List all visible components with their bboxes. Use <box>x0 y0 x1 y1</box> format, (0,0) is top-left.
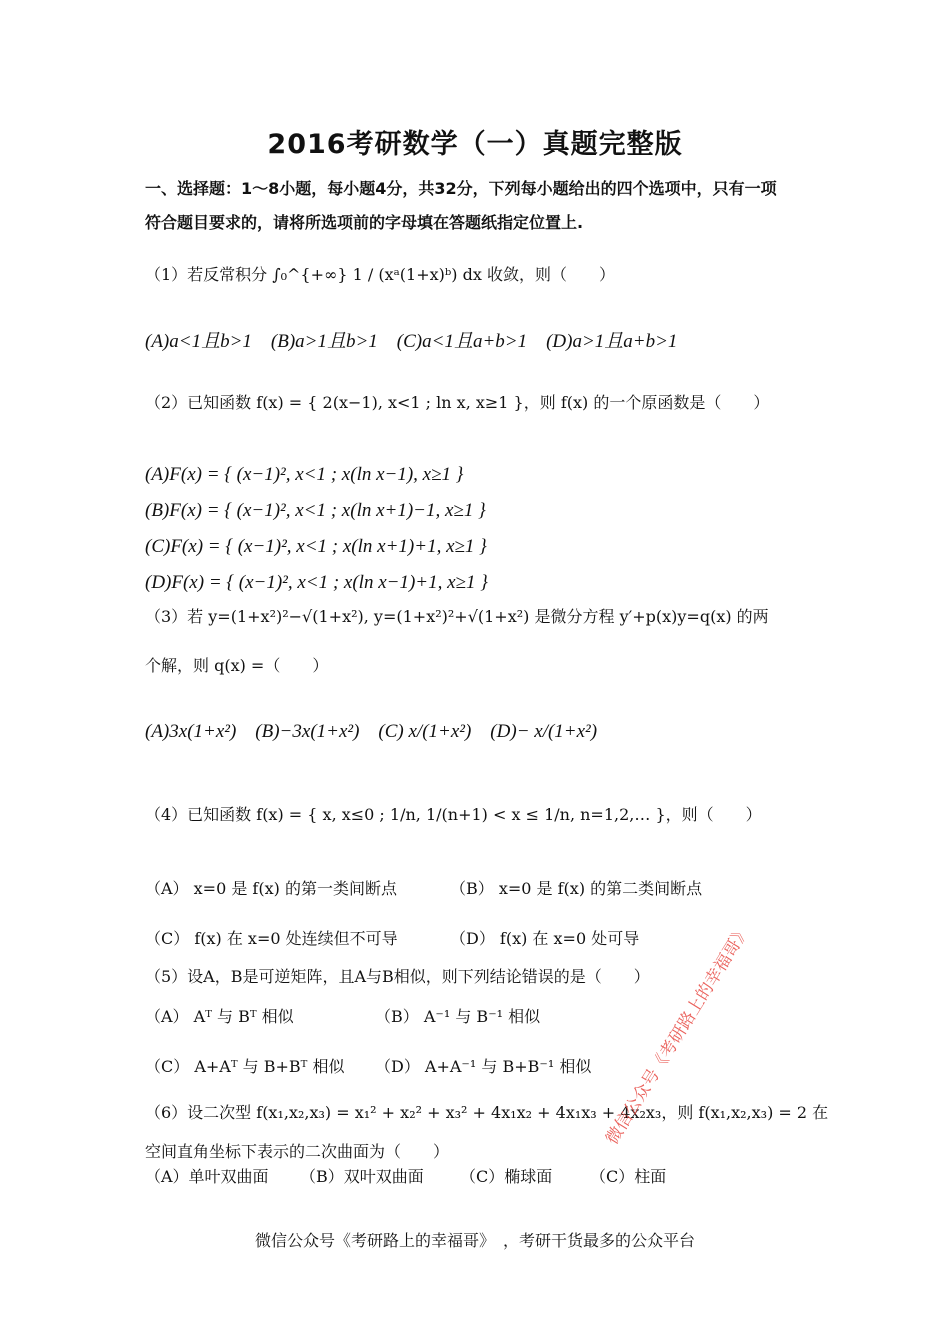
question-6-line1: （6）设二次型 f(x₁,x₂,x₃) = x₁² + x₂² + x₃² + 4x₁x₂ + 4x₁x₃ + 4x₂x₃，则 f(x₁,x₂,x₃) = 2 在 <box>145 1103 829 1122</box>
question-2-option-c: (C)F(x) = { (x−1)², x<1 ; x(ln x+1)+1, x≥1 } <box>145 536 487 557</box>
question-2-stem: （2）已知函数 f(x) = { 2(x−1), x<1 ; ln x, x≥1 }，则 f(x) 的一个原函数是（ ） <box>145 393 770 412</box>
question-3-line2: 个解，则 q(x) =（ ） <box>145 656 329 675</box>
section-instructions-line2: 符合题目要求的，请将所选项前的字母填在答题纸指定位置上. <box>145 213 584 232</box>
question-1-stem: （1）若反常积分 ∫₀^{+∞} 1 / (xᵃ(1+x)ᵇ) dx 收敛，则（ ） <box>145 265 615 284</box>
question-2-option-a: (A)F(x) = { (x−1)², x<1 ; x(ln x−1), x≥1 } <box>145 464 464 485</box>
question-4-option-d: （D） f(x) 在 x=0 处可导 <box>450 929 640 948</box>
question-6-option-a: （A）单叶双曲面 <box>145 1167 269 1186</box>
section-instructions-line1: 一、选择题：1～8小题，每小题4分，共32分，下列每小题给出的四个选项中，只有一项 <box>145 179 777 198</box>
page-footer: 微信公众号《考研路上的幸福哥》 ，考研干货最多的公众平台 <box>254 1231 695 1250</box>
question-4-option-b: （B） x=0 是 f(x) 的第二类间断点 <box>450 879 703 898</box>
page-title: 2016考研数学（一）真题完整版 <box>267 129 683 160</box>
question-6-option-c: （C）椭球面 <box>460 1167 553 1186</box>
question-5-option-c: （C） A+Aᵀ 与 B+Bᵀ 相似 <box>145 1057 345 1076</box>
question-6-option-d: （C）柱面 <box>590 1167 667 1186</box>
watermark-stamp: 微信公众号《考研路上的幸福哥》 <box>602 921 755 1149</box>
question-3-options: (A)3x(1+x²) (B)−3x(1+x²) (C) x/(1+x²) (D)− x/(1+x²) <box>145 721 598 742</box>
question-5-stem: （5）设A，B是可逆矩阵，且A与B相似，则下列结论错误的是（ ） <box>145 967 650 986</box>
question-4-option-a: （A） x=0 是 f(x) 的第一类间断点 <box>145 879 397 898</box>
question-5-option-a: （A） Aᵀ 与 Bᵀ 相似 <box>145 1007 294 1026</box>
question-5-option-b: （B） A⁻¹ 与 B⁻¹ 相似 <box>375 1007 541 1026</box>
question-4-stem: （4）已知函数 f(x) = { x, x≤0 ; 1/n, 1/(n+1) < x ≤ 1/n, n=1,2,… }，则（ ） <box>145 805 762 824</box>
question-4-option-c: （C） f(x) 在 x=0 处连续但不可导 <box>145 929 398 948</box>
question-3-line1: （3）若 y=(1+x²)²−√(1+x²), y=(1+x²)²+√(1+x²) 是微分方程 y′+p(x)y=q(x) 的两 <box>145 607 769 626</box>
question-6-option-b: （B）双叶双曲面 <box>300 1167 424 1186</box>
question-6-line2: 空间直角坐标下表示的二次曲面为（ ） <box>145 1142 450 1161</box>
question-5-option-d: （D） A+A⁻¹ 与 B+B⁻¹ 相似 <box>375 1057 592 1076</box>
question-1-options: (A)a<1且b>1 (B)a>1且b>1 (C)a<1且a+b>1 (D)a>1且a+b>1 <box>145 331 678 352</box>
question-2-option-d: (D)F(x) = { (x−1)², x<1 ; x(ln x−1)+1, x≥1 } <box>145 572 488 593</box>
question-2-option-b: (B)F(x) = { (x−1)², x<1 ; x(ln x+1)−1, x≥1 } <box>145 500 486 521</box>
